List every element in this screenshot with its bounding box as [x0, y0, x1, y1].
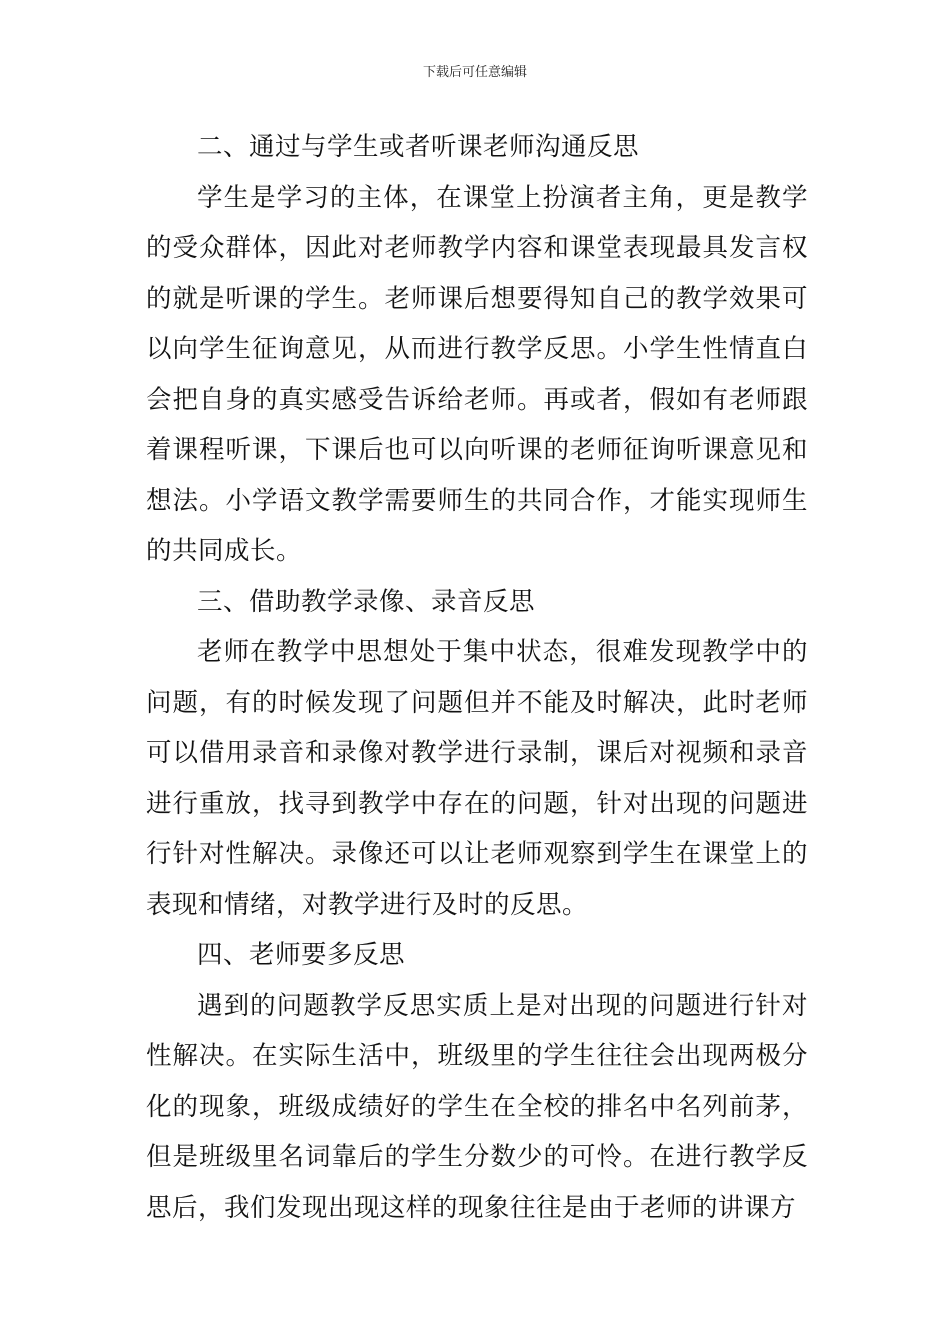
section-paragraph-2: 学生是学习的主体，在课堂上扮演者主角，更是教学的受众群体，因此对老师教学内容和课堂表现最具发言权的就是听课的学生。老师课后想要得知自己的教学效果可以向学生征询意见，从而进行教学反思。小学生性情直白会把自身的真实感受告诉给老师。再或者，假如有老师跟着课程听课，下课后也可以向听课的老师征询听课意见和想法。小学语文教学需要师生的共同合作，才能实现师生的共同成长。: [146, 182, 808, 566]
section-paragraph-4: 遇到的问题教学反思实质上是对出现的问题进行针对性解决。在实际生活中，班级里的学生往往会出现两极分化的现象，班级成绩好的学生在全校的排名中名列前茅，但是班级里名词靠后的学生分数少的可怜。在进行教学反思后，我们发现出现这样的现象往往是由于老师的讲课方: [146, 990, 808, 1223]
document-body: [146, 122, 808, 1233]
page-header: 下载后可任意编辑: [422, 65, 527, 80]
section-heading-2: 二、通过与学生或者听课老师沟通反思: [197, 132, 640, 162]
section-heading-3: 三、借助教学录像、录音反思: [197, 586, 536, 617]
section-heading-4: 四、老师要多反思: [197, 940, 406, 970]
section-paragraph-3: 老师在教学中思想处于集中状态，很难发现教学中的问题，有的时候发现了问题但并不能及时解决，此时老师可以借用录音和录像对教学进行录制，课后对视频和录音进行重放，找寻到教学中存在的问题，针对出现的问题进行针对性解决。录像还可以让老师观察到学生在课堂上的表现和情绪，对教学进行及时的反思。: [146, 637, 808, 920]
